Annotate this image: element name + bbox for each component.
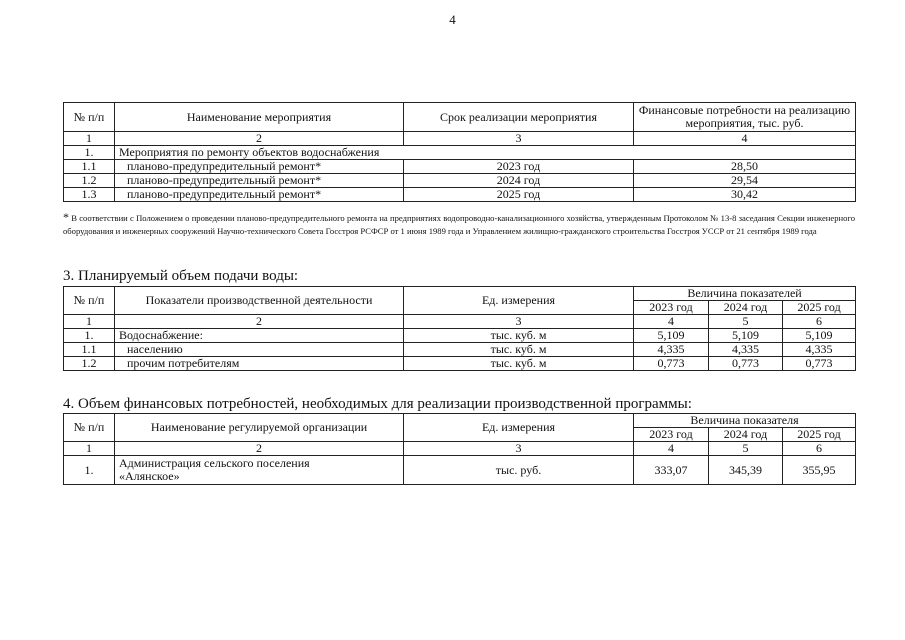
table-row (64, 456, 856, 485)
header-values-group: Величина показателя (634, 414, 856, 428)
index-cell: 1 (64, 315, 115, 329)
row-organization-name (115, 456, 404, 485)
row-name: планово-предупредительный ремонт* (115, 174, 404, 188)
row-value-2023: 0,773 (634, 357, 709, 371)
row-value-2025: 4,335 (783, 343, 856, 357)
header-implementation-period: Срок реализации мероприятия (404, 103, 634, 132)
repair-measures-table (63, 102, 856, 202)
row-num: 1.2 (64, 357, 115, 371)
financial-needs-table (63, 413, 856, 485)
section-row-title: Мероприятия по ремонту объектов водоснабжения (115, 146, 856, 160)
section-3-title: 3. Планируемый объем подачи воды: (63, 268, 299, 284)
header-unit: Ед. измерения (404, 414, 634, 442)
header-num: № п/п (64, 103, 115, 132)
row-unit: тыс. куб. м (404, 357, 634, 371)
header-year-2024: 2024 год (709, 301, 783, 315)
index-cell: 1 (64, 442, 115, 456)
row-amount: 28,50 (634, 160, 856, 174)
index-cell: 5 (709, 315, 783, 329)
footnote (63, 211, 855, 238)
row-value-2023: 4,335 (634, 343, 709, 357)
row-value-2024: 0,773 (709, 357, 783, 371)
row-num: 1. (64, 329, 115, 343)
row-value-2025: 0,773 (783, 357, 856, 371)
row-name: населению (115, 343, 404, 357)
header-indicator: Показатели производственной деятельности (115, 287, 404, 315)
index-cell: 3 (404, 315, 634, 329)
row-num: 1.3 (64, 188, 115, 202)
row-year: 2024 год (404, 174, 634, 188)
row-value-2024: 4,335 (709, 343, 783, 357)
index-cell: 6 (783, 315, 856, 329)
row-value-2023: 5,109 (634, 329, 709, 343)
row-num: 1. (64, 146, 115, 160)
table-row (64, 329, 856, 343)
row-name: Водоснабжение: (115, 329, 404, 343)
row-name: прочим потребителям (115, 357, 404, 371)
row-value-2024: 345,39 (709, 456, 783, 485)
table-row (64, 357, 856, 371)
index-cell: 2 (115, 315, 404, 329)
footnote-text: В соответствии с Положением о проведении планово-предупредительного ремонта на предприятиях водопроводно-канализационного хозяйства, утвержденным Протоколом № 13-8 заседания Секции инженерного оборудования и инженерных сооружений Научно-технического Совета Госстроя РСФСР от 1 июня 1989 года и Управлением жилищно-гражданского строительства Госстроя УССР от 21 сентября 1989 года (63, 213, 855, 236)
header-measure-name: Наименование мероприятия (115, 103, 404, 132)
table-row (64, 160, 856, 174)
header-organization: Наименование регулируемой организации (115, 414, 404, 442)
row-num: 1. (64, 456, 115, 485)
row-amount: 30,42 (634, 188, 856, 202)
row-num: 1.2 (64, 174, 115, 188)
page-number: 4 (449, 12, 456, 27)
org-name-line-1: Администрация сельского поселения (119, 456, 310, 470)
header-year-2023: 2023 год (634, 428, 709, 442)
row-name: планово-предупредительный ремонт* (115, 160, 404, 174)
header-year-2023: 2023 год (634, 301, 709, 315)
index-cell: 4 (634, 315, 709, 329)
header-values-group: Величина показателей (634, 287, 856, 301)
row-name: планово-предупредительный ремонт* (115, 188, 404, 202)
row-num: 1.1 (64, 160, 115, 174)
index-cell: 4 (634, 132, 856, 146)
section-4-title: 4. Объем финансовых потребностей, необходимых для реализации производственной программы: (63, 396, 692, 412)
index-cell: 6 (783, 442, 856, 456)
row-value-2025: 5,109 (783, 329, 856, 343)
row-year: 2023 год (404, 160, 634, 174)
table-row (64, 188, 856, 202)
header-unit: Ед. измерения (404, 287, 634, 315)
footnote-star: * (63, 210, 69, 224)
header-year-2024: 2024 год (709, 428, 783, 442)
table-row (64, 174, 856, 188)
header-num: № п/п (64, 414, 115, 442)
water-supply-volume-table (63, 286, 856, 371)
header-year-2025: 2025 год (783, 301, 856, 315)
row-value-2025: 355,95 (783, 456, 856, 485)
index-cell: 3 (404, 442, 634, 456)
row-num: 1.1 (64, 343, 115, 357)
row-value-2023: 333,07 (634, 456, 709, 485)
header-financial-needs: Финансовые потребности на реализацию мероприятия, тыс. руб. (634, 103, 856, 132)
header-year-2025: 2025 год (783, 428, 856, 442)
row-unit: тыс. руб. (404, 456, 634, 485)
row-value-2024: 5,109 (709, 329, 783, 343)
index-cell: 3 (404, 132, 634, 146)
index-cell: 4 (634, 442, 709, 456)
table-row (64, 146, 856, 160)
index-cell: 2 (115, 132, 404, 146)
org-name-line-2: «Алянское» (119, 469, 180, 483)
row-amount: 29,54 (634, 174, 856, 188)
table-row (64, 343, 856, 357)
row-year: 2025 год (404, 188, 634, 202)
index-cell: 2 (115, 442, 404, 456)
row-unit: тыс. куб. м (404, 343, 634, 357)
index-cell: 1 (64, 132, 115, 146)
row-unit: тыс. куб. м (404, 329, 634, 343)
header-num: № п/п (64, 287, 115, 315)
index-cell: 5 (709, 442, 783, 456)
